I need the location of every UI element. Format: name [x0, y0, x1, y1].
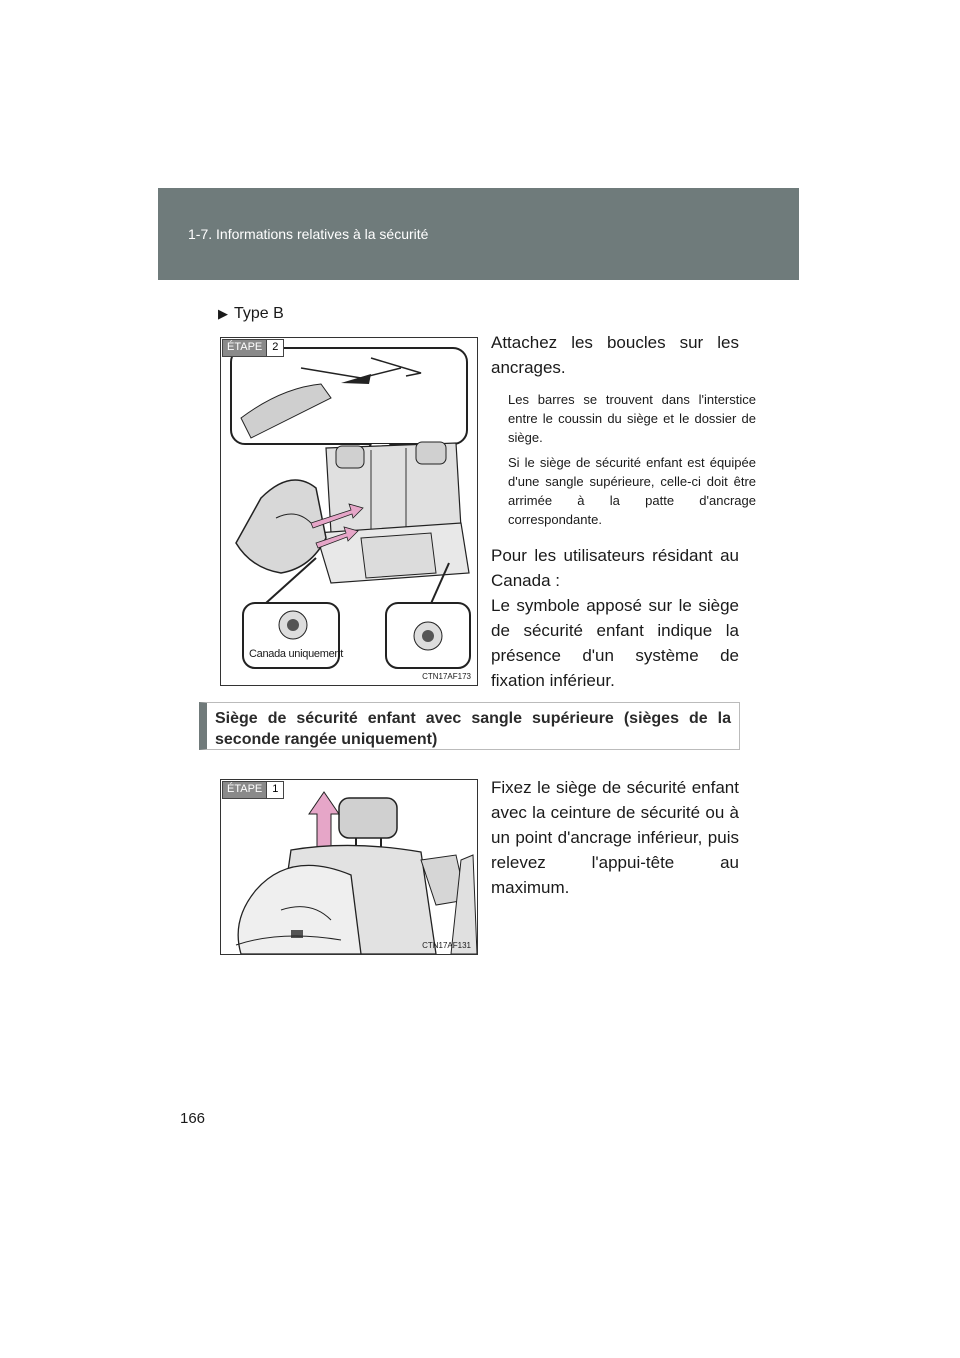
- canada-instructions: [491, 543, 739, 693]
- illustration-step1-headrest: [220, 779, 478, 955]
- bullet-arrow-icon: ▶: [218, 306, 228, 321]
- headrest-illustration: [221, 780, 477, 954]
- figure-code: CTN17AF173: [422, 672, 471, 681]
- note-top-strap: Si le siège de sécurité enfant est équipée d'une sangle supérieure, celle-ci doit être arrimée à la patte d'ancrage correspondante.: [508, 455, 756, 527]
- canada-heading: Pour les utilisateurs résidant au Canada :: [491, 546, 739, 590]
- section-header-title: 1-7. Informations relatives à la sécurité: [188, 226, 429, 242]
- instruction-raise-headrest: Fixez le siège de sécurité enfant avec la ceinture de sécurité ou à un point d'ancrage inférieur, puis relevez l'appui-tête au maximum.: [491, 778, 739, 897]
- step-number: 1: [266, 782, 283, 798]
- canada-only-label: Canada uniquement: [249, 648, 343, 660]
- seat-anchor-illustration: [221, 338, 477, 685]
- step-badge: [222, 339, 284, 357]
- step-number: 2: [266, 340, 283, 356]
- step-word: ÉTAPE: [223, 340, 266, 356]
- figure-code: CTN17AF131: [422, 941, 471, 950]
- section-heading: Siège de sécurité enfant avec sangle supérieure (sièges de la seconde rangée uniquement): [215, 710, 731, 748]
- header-band: [158, 188, 799, 280]
- type-label-text: Type B: [234, 305, 284, 322]
- page-number: 166: [180, 1110, 206, 1127]
- type-label: [218, 305, 284, 323]
- instruction-attach-buckles: Attachez les boucles sur les ancrages.: [491, 333, 739, 377]
- illustration-step2-anchors: [220, 337, 478, 686]
- step-badge: [222, 781, 284, 799]
- canada-text: Le symbole apposé sur le siège de sécurité enfant indique la présence d'un système de fixation inférieur.: [491, 596, 739, 690]
- step-word: ÉTAPE: [223, 782, 266, 798]
- section-heading-box: [199, 702, 740, 750]
- note-bar-location: Les barres se trouvent dans l'interstice entre le coussin du siège et le dossier de siège.: [508, 392, 756, 445]
